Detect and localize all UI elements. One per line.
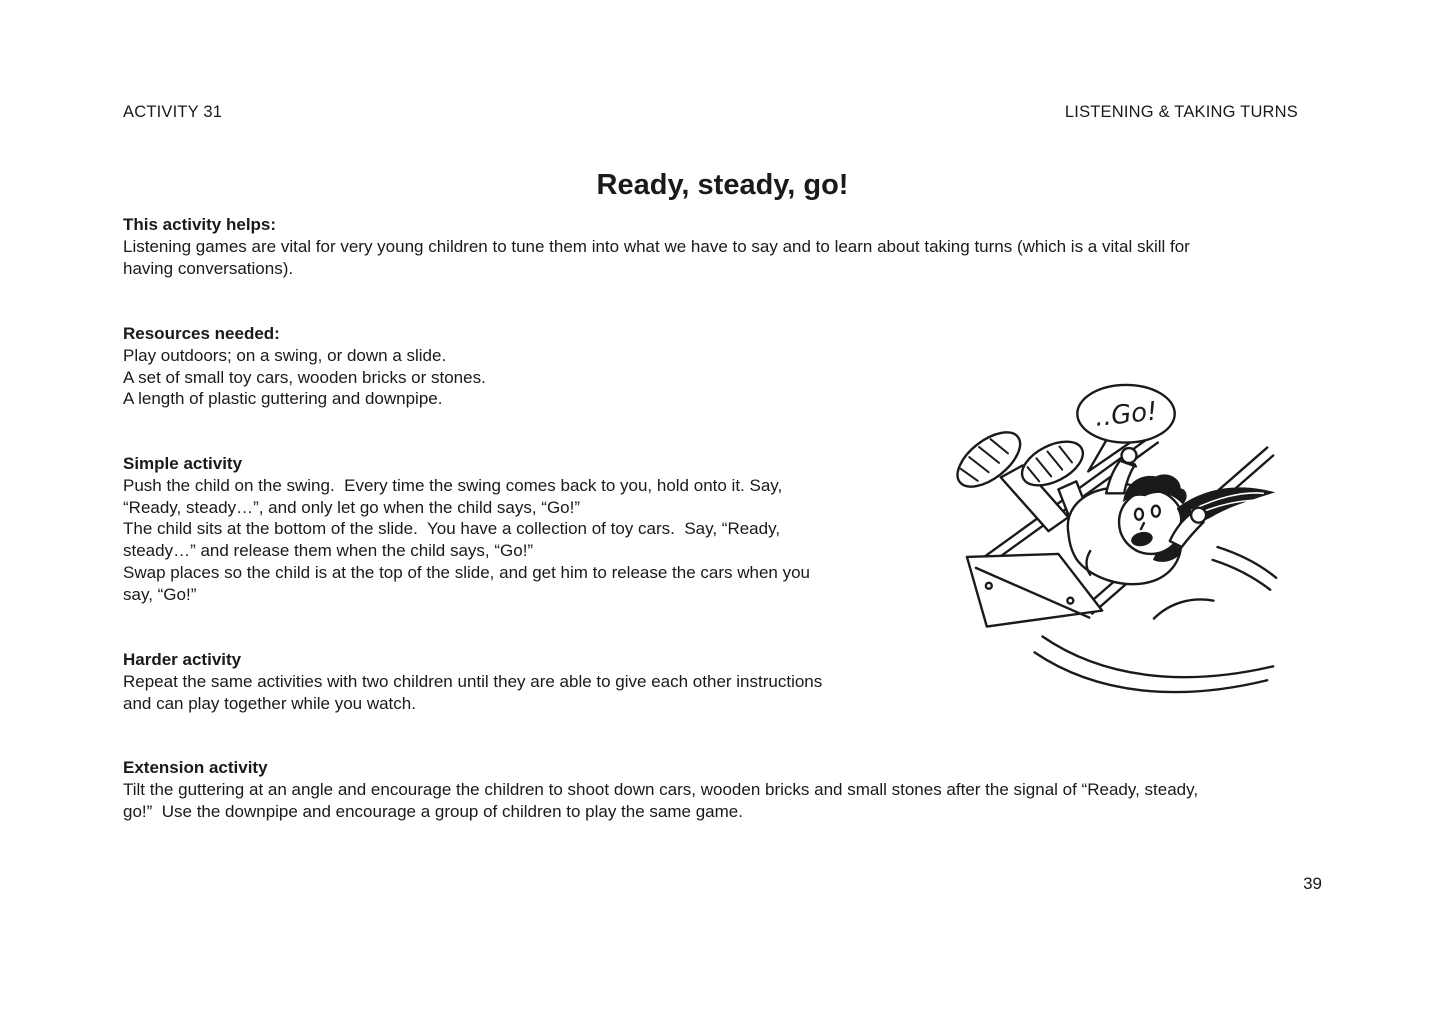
- text-line: say, “Go!”: [123, 584, 197, 604]
- section-this-activity-helps: [123, 214, 1190, 279]
- text-line: “Ready, steady…”, and only let go when the child says, “Go!”: [123, 497, 581, 517]
- section-heading: Resources needed:: [123, 324, 280, 343]
- section-body: [123, 345, 486, 410]
- section-body: [123, 236, 1190, 280]
- section-body: [123, 671, 822, 715]
- section-harder-activity: [123, 649, 822, 714]
- section-heading: Extension activity: [123, 758, 268, 777]
- swing-child-illustration: [930, 372, 1330, 720]
- text-line: Swap places so the child is at the top of the slide, and get him to release the cars when you: [123, 562, 811, 582]
- text-line: The child sits at the bottom of the slide. You have a collection of toy cars. Say, “Ready,: [123, 519, 781, 539]
- text-line: go!” Use the downpipe and encourage a group of children to play the same game.: [123, 801, 743, 821]
- section-simple-activity: [123, 453, 810, 606]
- header-activity-number: ACTIVITY 31: [123, 103, 223, 121]
- section-body: [123, 779, 1198, 823]
- section-extension-activity: [123, 757, 1198, 822]
- text-line: steady…” and release them when the child says, “Go!”: [123, 541, 534, 561]
- section-body: [123, 475, 810, 606]
- header-category: LISTENING & TAKING TURNS: [1064, 103, 1298, 121]
- text-line: having conversations).: [123, 258, 294, 278]
- text-line: Push the child on the swing. Every time the swing comes back to you, hold onto it. Say,: [123, 475, 783, 495]
- text-line: Play outdoors; on a swing, or down a slide.: [123, 345, 447, 365]
- page-title: Ready, steady, go!: [596, 169, 849, 202]
- section-resources-needed: [123, 323, 486, 410]
- text-line: A set of small toy cars, wooden bricks or stones.: [123, 367, 486, 387]
- text-line: A length of plastic guttering and downpipe.: [123, 389, 443, 409]
- section-heading: This activity helps:: [123, 215, 277, 234]
- text-line: and can play together while you watch.: [123, 693, 416, 713]
- section-heading: Simple activity: [123, 454, 243, 473]
- text-line: Tilt the guttering at an angle and encourage the children to shoot down cars, wooden bricks and small stones after the signal of “Ready, steady,: [123, 779, 1199, 799]
- speech-bubble-text: ..Go!: [1093, 396, 1159, 433]
- section-heading: Harder activity: [123, 650, 242, 669]
- text-line: Listening games are vital for very young children to tune them into what we have to say and to learn about taking turns (which is a vital skill for: [123, 236, 1190, 256]
- text-line: Repeat the same activities with two children until they are able to give each other instructions: [123, 671, 823, 691]
- page-number: 39: [1303, 874, 1322, 893]
